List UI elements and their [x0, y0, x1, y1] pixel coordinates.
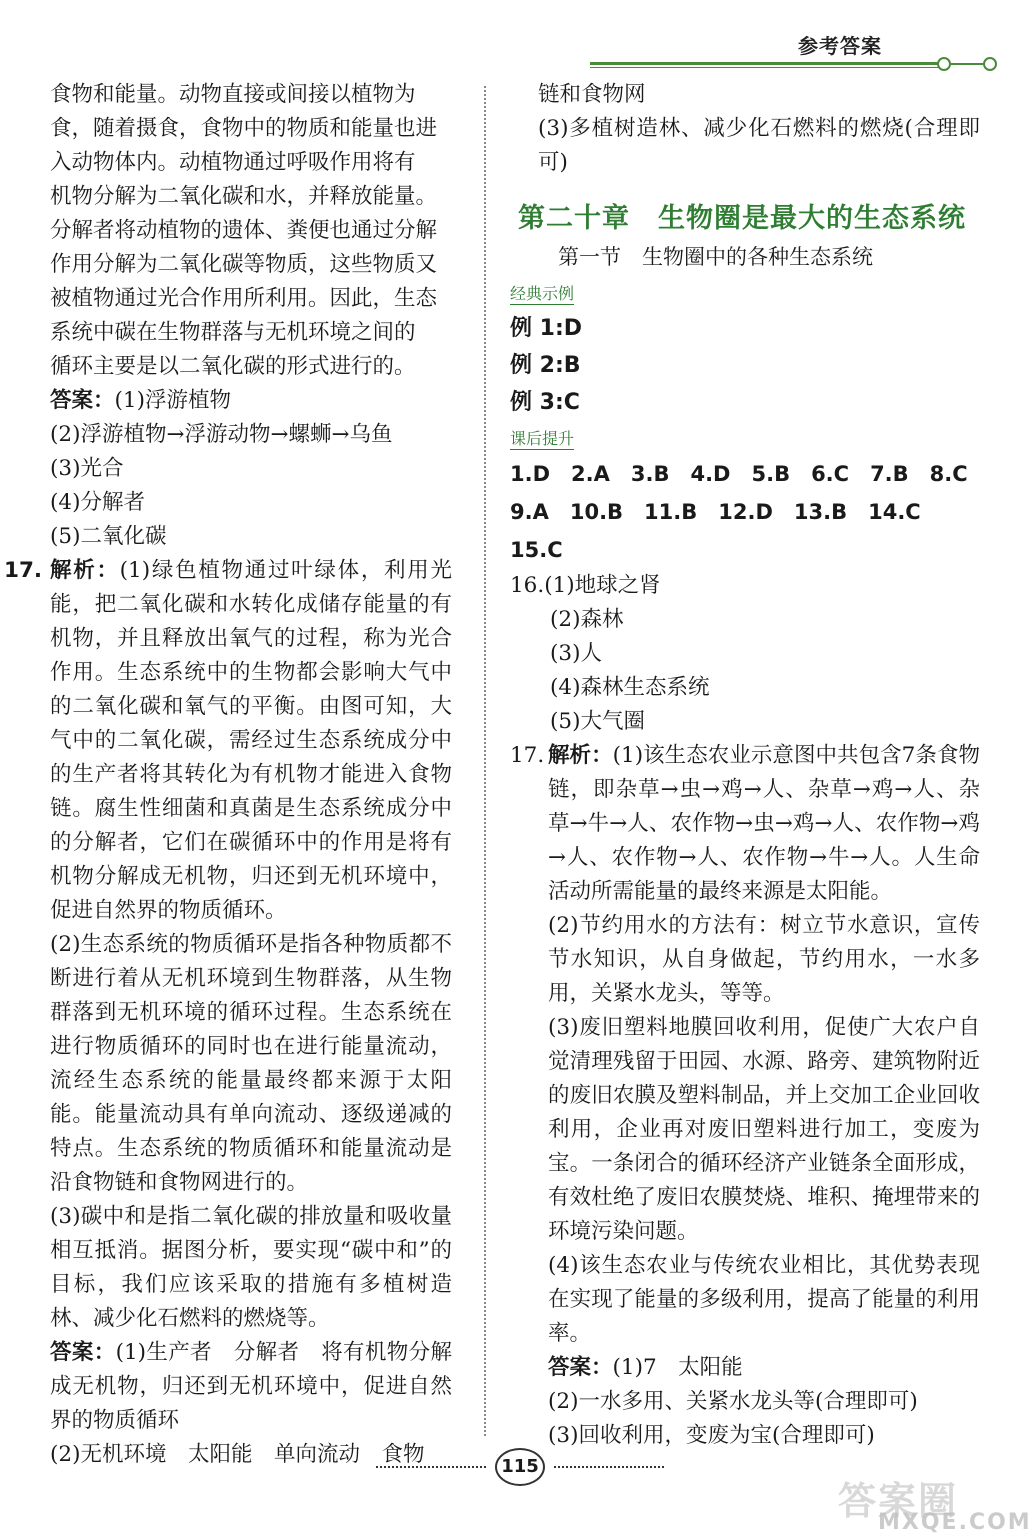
mc-answers-row: 9.A 10.B 11.B 12.D 13.B 14.C 15.C [510, 500, 942, 562]
analysis-label: 解析： [548, 743, 613, 768]
answer-label: 答案： [548, 1355, 613, 1380]
answer-item: (2)一水多用、关紧水龙头等(合理即可) [548, 1389, 918, 1414]
answer-item: (4)分解者 [50, 490, 145, 515]
mc-answers-row: 1.D 2.A 3.B 4.D 5.B 6.C 7.B 8.C [510, 462, 968, 486]
answer-item: (1)7 太阳能 [612, 1355, 743, 1380]
example-answer: 例 3:C [510, 390, 580, 415]
answer-item: (4)森林生态系统 [550, 675, 710, 700]
right-column [510, 78, 980, 1453]
answer-item: (1)生产者 分解者 将有机物分解成无机物，归还到无机环境中，促进自然界的物质循环 [50, 1340, 452, 1433]
analysis-paragraph: (3)碳中和是指二氧化碳的排放量和吸收量相互抵消。据图分析，要实现“碳中和”的目标，我们应该采取的措施有多植树造林、减少化石燃料的燃烧等。 [50, 1204, 452, 1331]
text-line: 作用分解为二氧化碳等物质，这些物质又 [50, 252, 438, 277]
q17-analysis [4, 554, 452, 1472]
answer-item: (2)森林 [550, 607, 624, 632]
answer-label: 答案： [50, 388, 115, 413]
analysis-paragraph: (1)该生态农业示意图中共包含7条食物链，即杂草→虫→鸡→人、杂草→鸡→人、杂草→牛→人、农作物→虫→鸡→人、农作物→鸡→人、农作物→人、农作物→牛→人。人生命活动所需能量的最终来源是太阳能。 [548, 743, 980, 904]
page-footer [300, 1448, 740, 1488]
text-line: 机物分解为二氧化碳和水，并释放能量。 [50, 184, 438, 209]
question-number: 17. [510, 743, 545, 768]
header-connector [950, 63, 983, 65]
header-rule [590, 62, 940, 65]
left-column [4, 78, 452, 1472]
analysis-paragraph: (3)废旧塑料地膜回收利用，促使广大农户自觉清理残留于田园、水源、路旁、建筑物附近的废旧农膜及塑料制品，并上交加工企业回收利用，企业再对废旧塑料进行加工，变废为宝。一条闭合的循环经济产业链条全面形成，有效杜绝了废旧农膜焚烧、堆积、掩埋带来的环境污染问题。 [548, 1015, 980, 1244]
answer-item: (3)光合 [50, 456, 124, 481]
footer-dots-right [554, 1466, 664, 1468]
text-line: 食，随着摄食，食物中的物质和能量也进 [50, 116, 438, 141]
header-dot-icon [983, 57, 997, 71]
text-line: 食物和能量。动物直接或间接以植物为 [50, 82, 416, 107]
q17-analysis [510, 739, 980, 1453]
answer-item: (5)二氧化碳 [50, 524, 167, 549]
answer-item: (5)大气圈 [550, 709, 645, 734]
analysis-paragraph: (2)节约用水的方法有：树立节水意识，宣传节水知识，从自身做起，节约用水，一水多用，关紧水龙头，等等。 [548, 913, 980, 1006]
q17-answer-continued [510, 78, 980, 180]
watermark-logo-icon: 答案圈 [838, 1479, 959, 1523]
answer-label: 答案： [50, 1340, 116, 1365]
analysis-paragraph: (4)该生态农业与传统农业相比，其优势表现在实现了能量的多级利用，提高了能量的利用率。 [548, 1253, 980, 1346]
tag-classic-examples: 经典示例 [510, 284, 575, 303]
q16-answer [22, 384, 452, 554]
tag-after-class: 课后提升 [510, 429, 575, 448]
example-answer: 例 1:D [510, 316, 583, 341]
footer-dots-left [376, 1466, 486, 1468]
question-number: 17. [4, 558, 43, 583]
answer-item: (3)多植树造林、减少化石燃料的燃烧(合理即可) [538, 116, 980, 175]
header-title: 参考答案 [798, 34, 882, 58]
chapter-title: 第二十章 生物圈是最大的生态系统 [518, 203, 966, 234]
answer-item: (2)浮游植物→浮游动物→螺蛳→乌鱼 [50, 422, 393, 447]
answer-item: 链和食物网 [538, 82, 646, 107]
text-line: 被植物通过光合作用所利用。因此，生态 [50, 286, 438, 311]
answer-item: (3)人 [550, 641, 602, 666]
q16-analysis-continued [22, 78, 452, 384]
watermark-site: MXQE.COM [878, 1510, 1032, 1535]
header-rule-thin [590, 67, 940, 68]
section-title: 第一节 生物圈中的各种生态系统 [558, 245, 873, 269]
header-dot-icon [937, 57, 951, 71]
text-line: 系统中碳在生物群落与无机环境之间的 [50, 320, 416, 345]
answer-item: (1)浮游植物 [114, 388, 231, 413]
example-answer: 例 2:B [510, 353, 581, 378]
analysis-paragraph: (1)绿色植物通过叶绿体，利用光能，把二氧化碳和水转化成储存能量的有机物，并且释放出氧气的过程，称为光合作用。生态系统中的生物都会影响大气中的二氧化碳和氧气的平衡。由图可知，大气中的二氧化碳，需经过生态系统成分中的生产者将其转化为有机物才能进入食物链。腐生性细菌和真菌是生态系统成分中的分解者，它们在碳循环中的作用是将有机物分解成无机物，归还到无机环境中，促进自然界的物质循环。 [50, 558, 452, 923]
answer-item: (3)回收利用，变废为宝(合理即可) [548, 1423, 875, 1448]
analysis-label: 解析： [50, 558, 120, 583]
answer-item: (2)无机环境 太阳能 单向流动 食物 [50, 1442, 425, 1467]
text-line: 分解者将动植物的遗体、粪便也通过分解 [50, 218, 438, 243]
answer-item: 16.(1)地球之肾 [510, 573, 661, 598]
q16-answers [510, 603, 980, 739]
text-line: 入动物体内。动植物通过呼吸作用将有 [50, 150, 416, 175]
text-line: 循环主要是以二氧化碳的形式进行的。 [50, 354, 416, 379]
analysis-paragraph: (2)生态系统的物质循环是指各种物质都不断进行着从无机环境到生物群落，从生物群落到无机环境的循环过程。生态系统在进行物质循环的同时也在进行能量流动，流经生态系统的能量最终都来源于太阳能。能量流动具有单向流动、逐级递减的特点。生态系统的物质循环和能量流动是沿食物链和食物网进行的。 [50, 932, 452, 1195]
column-divider [484, 86, 486, 1436]
page-number: 115 [495, 1448, 545, 1486]
watermark [838, 1470, 1032, 1535]
